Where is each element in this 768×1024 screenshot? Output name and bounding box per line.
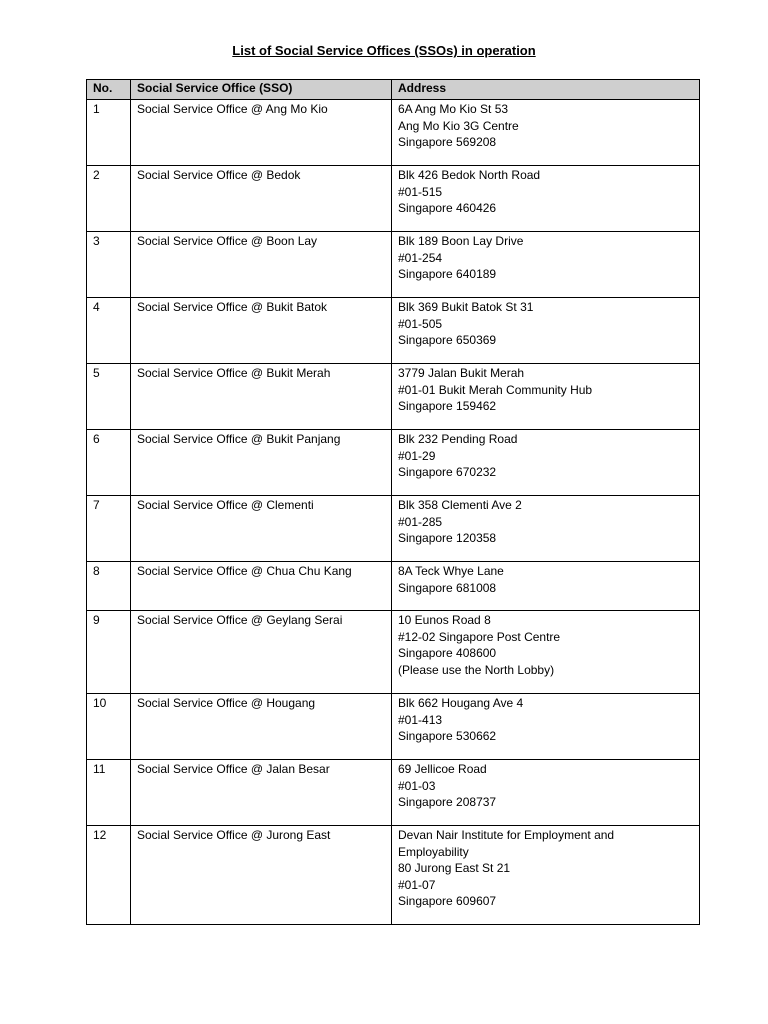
table-row [87,694,700,760]
row-number: 7 [87,496,131,562]
page-title: List of Social Service Offices (SSOs) in operation [232,43,536,58]
table-row [87,298,700,364]
address-line: Singapore 569208 [398,135,497,149]
sso-address [392,298,700,364]
sso-address [392,232,700,298]
address-line: Blk 369 Bukit Batok St 31 [398,300,534,314]
row-number: 5 [87,364,131,430]
address-line: Singapore 681008 [398,580,497,595]
address-line: Singapore 530662 [398,729,497,743]
sso-name: Social Service Office @ Chua Chu Kang [131,562,392,611]
address-line: Singapore 408600 [398,646,497,660]
address-line: Ang Mo Kio 3G Centre [398,118,519,133]
address-line: #01-29 [398,448,436,463]
address-line: Singapore 159462 [398,399,497,413]
sso-address [392,496,700,562]
address-line: 10 Eunos Road 8 [398,613,491,627]
address-line: Singapore 460426 [398,201,497,215]
row-number: 1 [87,100,131,166]
sso-address [392,430,700,496]
table-header-row [87,80,700,100]
address-line: Blk 358 Clementi Ave 2 [398,498,522,512]
row-number: 2 [87,166,131,232]
table-row [87,611,700,694]
address-line: Blk 232 Pending Road [398,432,518,446]
sso-address [392,611,700,694]
table-row [87,100,700,166]
address-line: #12-02 Singapore Post Centre [398,629,561,644]
address-line: Devan Nair Institute for Employment and [398,828,615,842]
address-line: #01-285 [398,514,443,529]
address-line: (Please use the North Lobby) [398,662,555,677]
address-line: #01-07 [398,877,436,892]
address-line: 69 Jellicoe Road [398,762,487,776]
table-row [87,826,700,925]
address-line: Singapore 650369 [398,333,497,347]
table-row [87,232,700,298]
address-line: 8A Teck Whye Lane [398,564,504,578]
sso-name: Social Service Office @ Bukit Batok [131,298,392,364]
sso-name: Social Service Office @ Jurong East [131,826,392,925]
address-line: Singapore 640189 [398,267,497,281]
address-line: 80 Jurong East St 21 [398,861,511,875]
sso-name: Social Service Office @ Hougang [131,694,392,760]
row-number: 11 [87,760,131,826]
sso-name: Social Service Office @ Clementi [131,496,392,562]
address-line: Blk 426 Bedok North Road [398,168,541,182]
address-line: #01-505 [398,316,443,331]
sso-address [392,100,700,166]
sso-address [392,760,700,826]
row-number: 10 [87,694,131,760]
sso-table [86,79,700,925]
address-line: Blk 662 Hougang Ave 4 [398,696,524,710]
header-sso: Social Service Office (SSO) [131,80,392,100]
table-row [87,496,700,562]
row-number: 12 [87,826,131,925]
sso-name: Social Service Office @ Ang Mo Kio [131,100,392,166]
address-line: #01-254 [398,250,443,265]
table-row [87,364,700,430]
address-line: 3779 Jalan Bukit Merah [398,366,525,380]
address-line: Singapore 609607 [398,894,497,908]
sso-name: Social Service Office @ Boon Lay [131,232,392,298]
sso-address [392,562,700,611]
row-number: 8 [87,562,131,611]
address-line: Singapore 670232 [398,465,497,479]
row-number: 6 [87,430,131,496]
header-address: Address [392,80,700,100]
table-row [87,166,700,232]
sso-name: Social Service Office @ Geylang Serai [131,611,392,694]
row-number: 3 [87,232,131,298]
sso-name: Social Service Office @ Bukit Merah [131,364,392,430]
address-line: Singapore 120358 [398,531,497,545]
sso-name: Social Service Office @ Bedok [131,166,392,232]
row-number: 9 [87,611,131,694]
sso-address [392,364,700,430]
address-line: Blk 189 Boon Lay Drive [398,234,524,248]
row-number: 4 [87,298,131,364]
address-line: Singapore 208737 [398,795,497,809]
table-row [87,430,700,496]
sso-name: Social Service Office @ Jalan Besar [131,760,392,826]
table-body [87,100,700,925]
address-line: Employability [398,844,469,859]
sso-address [392,694,700,760]
sso-address [392,826,700,925]
table-row [87,760,700,826]
address-line: #01-03 [398,778,436,793]
sso-address [392,166,700,232]
address-line: #01-413 [398,712,443,727]
sso-name: Social Service Office @ Bukit Panjang [131,430,392,496]
address-line: #01-515 [398,184,443,199]
header-no: No. [87,80,131,100]
address-line: 6A Ang Mo Kio St 53 [398,102,509,116]
address-line: #01-01 Bukit Merah Community Hub [398,382,593,397]
table-row [87,562,700,611]
